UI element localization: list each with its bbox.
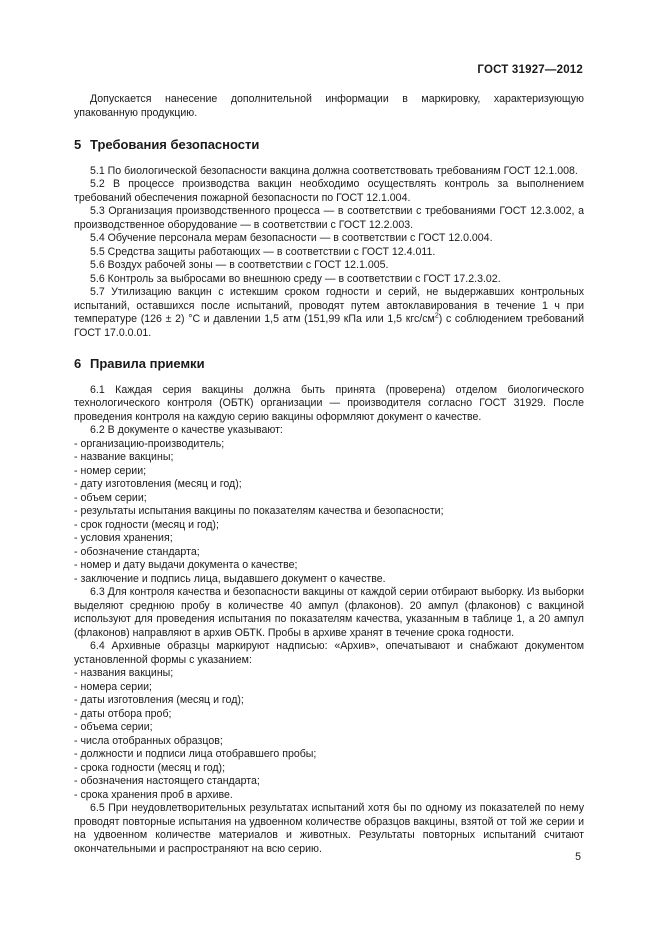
list-item: - номер и дату выдачи документа о качестве; bbox=[74, 559, 298, 571]
list-item: - срок годности (месяц и год); bbox=[74, 518, 219, 531]
list-item: - должности и подписи лица отобравшего пробы; bbox=[74, 748, 317, 760]
clause-5-7-superscript: 2 bbox=[434, 312, 439, 320]
page-content bbox=[74, 93, 584, 856]
clause-5-7-text-end: ) с соблюдением требований ГОСТ 17.0.0.01. bbox=[74, 313, 584, 339]
list-item: - названия вакцины; bbox=[74, 667, 174, 679]
clause-6-1: 6.1 Каждая серия вакцины должна быть принята (проверена) отделом биологического технологического контроля (ОБТК) организации — производителя согласно ГОСТ 31929. После проведения контроля на каждую серию вакцины оформляют документ о качестве. bbox=[74, 383, 584, 423]
list-item: - даты отбора проб; bbox=[74, 707, 172, 720]
archive-label-list bbox=[74, 667, 584, 802]
list-item: - условия хранения; bbox=[74, 532, 173, 544]
clause-6-2: 6.2 В документе о качестве указывают: bbox=[90, 424, 283, 436]
list-item: - дату изготовления (месяц и год); bbox=[74, 478, 242, 490]
clause-6-3: 6.3 Для контроля качества и безопасности вакцины от каждой серии отбирают выборку. Из выборки выделяют среднюю пробу в количестве 40 ампул (флаконов). 20 ампул (флаконов) с вакциной используют для проведения испытания по показателям качества, указанным в таблице 1, а 20 ампул (флаконов) направляют в архив ОБТК. Пробы в архиве хранят в течение срока годности. bbox=[74, 586, 585, 639]
list-item: - заключение и подпись лица, выдавшего документ о качестве. bbox=[74, 572, 386, 585]
document-header: ГОСТ 31927—2012 bbox=[477, 64, 583, 76]
list-item: - объема серии; bbox=[74, 721, 153, 733]
list-item: - обозначение стандарта; bbox=[74, 545, 200, 558]
list-item: - результаты испытания вакцины по показателям качества и безопасности; bbox=[74, 505, 444, 517]
list-item: - срока годности (месяц и год); bbox=[74, 761, 226, 774]
clause-5-4: 5.4 Обучение персонала мерам безопасности — в соответствии с ГОСТ 12.0.004. bbox=[90, 232, 493, 244]
list-item: - номер серии; bbox=[74, 464, 147, 477]
section-5-number: 5 bbox=[74, 137, 82, 152]
list-item: - название вакцины; bbox=[74, 451, 174, 463]
intro-paragraph: Допускается нанесение дополнительной информации в маркировку, характеризующую упакованную продукцию. bbox=[74, 93, 584, 119]
section-5-title: Требования безопасности bbox=[90, 137, 260, 152]
section-6-title: Правила приемки bbox=[90, 356, 205, 371]
clause-5-7 bbox=[74, 286, 584, 340]
clause-5-7-text: 5.7 Утилизацию вакцин с истекшим сроком годности и серий, не выдержавших контрольных испытаний, оставшихся после испытаний, проводят путем автоклавирования в течение 1 ч при температуре (126 ± 2) °С и давлении 1,5 атм (151,99 кПа или 1,5 кгс/см bbox=[74, 286, 584, 325]
clause-5-6b: 5.6 Контроль за выбросами во внешнюю среду — в соответствии с ГОСТ 17.2.3.02. bbox=[90, 272, 501, 285]
list-item: - объем серии; bbox=[74, 491, 147, 504]
section-5-heading bbox=[74, 138, 584, 152]
list-item: - номера серии; bbox=[74, 680, 152, 693]
list-item: - срока хранения проб в архиве. bbox=[74, 788, 233, 801]
section-6-number: 6 bbox=[74, 356, 82, 371]
clause-5-2: 5.2 В процессе производства вакцин необходимо осуществлять контроль за выполнением требований обеспечения пожарной безопасности по ГОСТ 12.1.004. bbox=[74, 178, 584, 204]
list-item: - даты изготовления (месяц и год); bbox=[74, 694, 244, 706]
list-item: - обозначения настоящего стандарта; bbox=[74, 775, 260, 787]
page-number: 5 bbox=[575, 851, 581, 863]
clause-5-6a: 5.6 Воздух рабочей зоны — в соответствии с ГОСТ 12.1.005. bbox=[90, 259, 389, 271]
clause-5-5: 5.5 Средства защиты работающих — в соответствии с ГОСТ 12.4.011. bbox=[90, 245, 436, 258]
quality-document-list bbox=[74, 438, 584, 587]
clause-6-4: 6.4 Архивные образцы маркируют надписью: «Архив», опечатывают и снабжают документом установленной формы с указанием: bbox=[74, 640, 584, 666]
list-item: - организацию-производитель; bbox=[74, 437, 225, 450]
clause-5-1: 5.1 По биологической безопасности вакцина должна соответствовать требованиям ГОСТ 12.1.008. bbox=[90, 164, 578, 177]
clause-6-5: 6.5 При неудовлетворительных результатах испытаний хотя бы по одному из показателей по нему проводят повторные испытания на удвоенном количестве образцов вакцины, взятой от той же серии и на удвоенном количестве материалов и животных. Результаты повторных испытаний считают окончательными и распространяют на всю серию. bbox=[74, 802, 584, 855]
list-item: - числа отобранных образцов; bbox=[74, 734, 223, 747]
clause-5-3: 5.3 Организация производственного процесса — в соответствии с требованиями ГОСТ 12.3.002, а производственное оборудование — в соответствии с ГОСТ 12.2.003. bbox=[74, 205, 584, 231]
section-6-heading bbox=[74, 357, 584, 371]
